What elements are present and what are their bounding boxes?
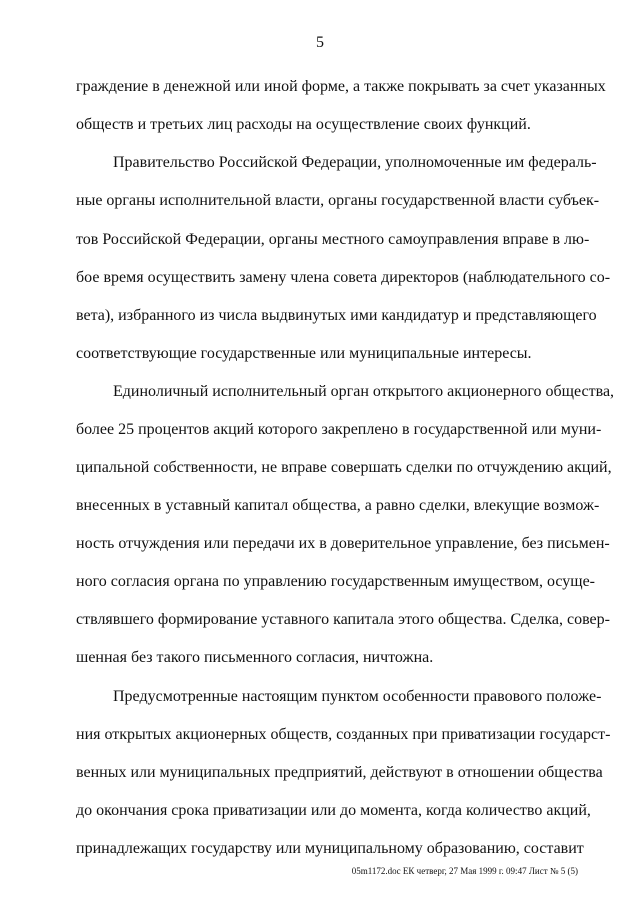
text-line: венных или муниципальных предприятий, действуют в отношении общества [76,764,603,781]
text-line: ния открытых акционерных обществ, созданных при приватизации государст- [76,726,611,743]
text-line: шенная без такого письменного согласия, ничтожна. [76,649,434,666]
text-line: Предусмотренные настоящим пунктом особенности правового положе- [113,688,602,705]
text-line: внесенных в уставный капитал общества, а равно сделки, влекущие возмож- [76,497,600,514]
text-line: граждение в денежной или иной форме, а также покрывать за счет указанных [76,78,606,95]
text-line: более 25 процентов акций которого закреплено в государственной или муни- [76,421,602,438]
text-line: Единоличный исполнительный орган открытого акционерного общества, [113,383,615,400]
text-line: ного согласия органа по управлению государственным имуществом, осуще- [76,573,595,590]
text-line: ствлявшего формирование уставного капитала этого общества. Сделка, совер- [76,611,610,628]
text-line: ные органы исполнительной власти, органы государственной власти субъек- [76,192,600,209]
text-line: обществ и третьих лиц расходы на осуществление своих функций. [76,116,531,133]
text-line: вета), избранного из числа выдвинутых ими кандидатур и представляющего [76,307,597,324]
text-line: ность отчуждения или передачи их в доверительное управление, без письмен- [76,535,610,552]
text-line: до окончания срока приватизации или до момента, когда количество акций, [76,802,591,819]
document-footer: 05m1172.doc ЕК четверг, 27 Мая 1999 г. 09:47 Лист № 5 (5) [351,866,578,876]
text-line: принадлежащих государству или муниципальному образованию, составит [76,840,584,857]
text-line: тов Российской Федерации, органы местного самоуправления вправе в лю- [76,231,590,248]
page-number: 5 [316,34,324,51]
text-line: Правительство Российской Федерации, уполномоченные им федераль- [113,154,597,171]
text-line: ципальной собственности, не вправе совершать сделки по отчуждению акций, [76,459,612,476]
text-line: соответствующие государственные или муниципальные интересы. [76,345,532,362]
text-line: бое время осуществить замену члена совета директоров (наблюдательного со- [76,269,611,286]
